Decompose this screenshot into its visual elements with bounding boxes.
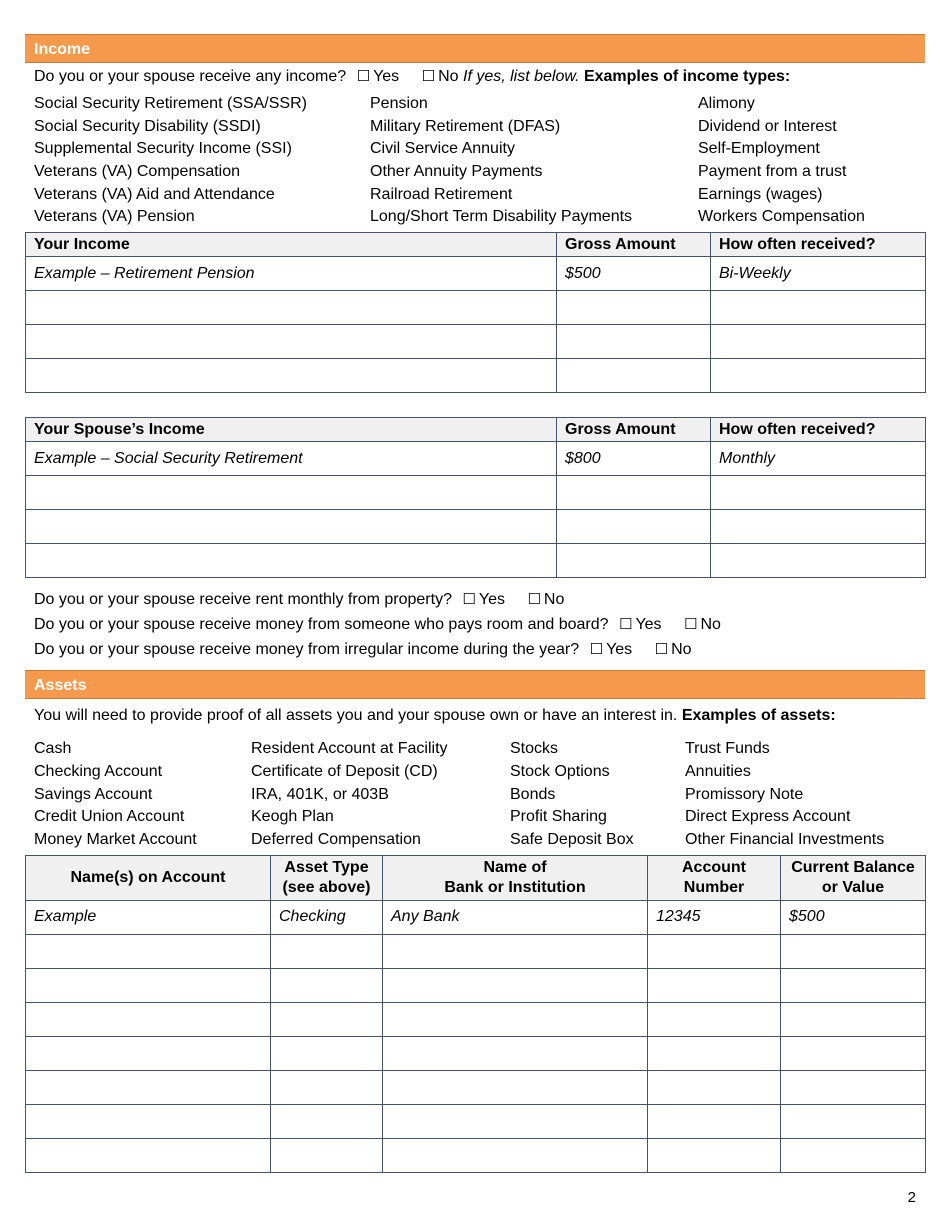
rent-no-label: No: [543, 591, 565, 609]
account-number-cell[interactable]: [648, 1002, 781, 1036]
room-board-question: Do you or your spouse receive money from someone who pays room and board?: [34, 616, 609, 634]
asset-types-col-1: [34, 738, 251, 851]
asset-type: Annuities: [685, 762, 751, 780]
table-row: [26, 934, 926, 968]
frequency-cell[interactable]: [711, 510, 926, 544]
header-text: Name(s) on Account: [70, 868, 226, 886]
income-types-list: [25, 93, 925, 229]
column-header: How often received?: [711, 418, 926, 442]
rent-yes-label: Yes: [478, 591, 505, 609]
asset-type: Resident Account at Facility: [251, 740, 448, 758]
income-type: Long/Short Term Disability Payments: [370, 208, 633, 226]
example-cell: Monthly: [711, 442, 926, 476]
asset-type: Promissory Note: [685, 785, 804, 803]
assets-section-header: Assets: [25, 670, 925, 699]
income-types-col-3: [698, 93, 865, 229]
example-cell: $800: [557, 442, 711, 476]
header-text: (see above): [282, 878, 371, 896]
asset-type: Stock Options: [510, 762, 610, 780]
rent-yes-checkbox[interactable]: ☐: [462, 590, 476, 609]
asset-type-cell[interactable]: [271, 1138, 383, 1172]
frequency-cell[interactable]: [711, 291, 926, 325]
balance-cell[interactable]: [781, 1002, 926, 1036]
example-cell: $500: [781, 900, 926, 934]
balance-cell[interactable]: [781, 934, 926, 968]
example-cell: Example – Social Security Retirement: [26, 442, 557, 476]
column-header-balance: [781, 855, 926, 900]
table-row: [26, 359, 926, 393]
income-type: Earnings (wages): [698, 185, 823, 203]
account-names-cell[interactable]: [26, 968, 271, 1002]
column-header: Your Income: [26, 233, 557, 257]
example-cell: 12345: [648, 900, 781, 934]
income-no-checkbox[interactable]: ☐: [421, 67, 436, 85]
account-number-cell[interactable]: [648, 968, 781, 1002]
account-number-cell[interactable]: [648, 1138, 781, 1172]
example-row: [26, 257, 926, 291]
asset-type: Savings Account: [34, 785, 153, 803]
room-board-question-line: [25, 612, 925, 637]
room-board-yes-label: Yes: [635, 616, 662, 634]
asset-type-cell[interactable]: [271, 1002, 383, 1036]
income-source-cell[interactable]: [26, 510, 557, 544]
asset-type: Direct Express Account: [685, 808, 851, 826]
asset-type-cell[interactable]: [271, 1104, 383, 1138]
header-text: Name of: [483, 858, 547, 876]
room-board-yes-checkbox[interactable]: ☐: [618, 615, 633, 634]
frequency-cell[interactable]: [711, 325, 926, 359]
asset-types-col-2: [251, 738, 510, 851]
account-number-cell[interactable]: [648, 1036, 781, 1070]
income-type: Military Retirement (DFAS): [370, 117, 561, 135]
institution-cell[interactable]: [383, 1036, 648, 1070]
income-if-yes-note: If yes, list below.: [463, 68, 580, 85]
irregular-yes-label: Yes: [606, 641, 633, 659]
institution-cell[interactable]: [383, 1002, 648, 1036]
gross-amount-cell[interactable]: [557, 359, 711, 393]
frequency-cell[interactable]: [711, 476, 926, 510]
irregular-no-label: No: [671, 641, 692, 659]
income-type: Civil Service Annuity: [370, 140, 515, 158]
table-row: [26, 325, 926, 359]
header-text: or Value: [821, 878, 885, 896]
example-cell: Example: [26, 900, 271, 934]
rent-no-checkbox[interactable]: ☐: [527, 590, 541, 609]
table-row: [26, 510, 926, 544]
asset-type-cell[interactable]: [271, 1036, 383, 1070]
table-row: [26, 1138, 926, 1172]
column-header-account-names: [26, 855, 271, 900]
income-type: Veterans (VA) Compensation: [34, 163, 241, 181]
gross-amount-cell[interactable]: [557, 476, 711, 510]
income-type: Veterans (VA) Pension: [34, 208, 195, 226]
income-type: Dividend or Interest: [698, 117, 837, 135]
income-yes-label: Yes: [373, 68, 400, 85]
header-text: Account: [682, 858, 746, 876]
balance-cell[interactable]: [781, 968, 926, 1002]
room-board-no-checkbox[interactable]: ☐: [684, 615, 698, 634]
column-header: Your Spouse’s Income: [26, 418, 557, 442]
example-row: [26, 442, 926, 476]
example-cell: Checking: [271, 900, 383, 934]
account-names-cell[interactable]: [26, 1138, 271, 1172]
assets-intro: You will need to provide proof of all assets you and your spouse own or have an interest in.: [34, 707, 678, 725]
column-header-account-number: [648, 855, 781, 900]
asset-type: Certificate of Deposit (CD): [251, 762, 438, 780]
table-row: [26, 1070, 926, 1104]
assets-examples-label: Examples of assets:: [681, 707, 836, 725]
account-names-cell[interactable]: [26, 1070, 271, 1104]
account-names-cell[interactable]: [26, 934, 271, 968]
income-examples-label: Examples of income types:: [583, 68, 791, 85]
balance-cell[interactable]: [781, 1104, 926, 1138]
gross-amount-cell[interactable]: [557, 510, 711, 544]
asset-type: Profit Sharing: [510, 808, 607, 826]
asset-types-col-4: [685, 738, 884, 851]
table-header-row: [26, 233, 926, 257]
table-row: [26, 968, 926, 1002]
asset-type: Checking Account: [34, 762, 163, 780]
income-type: Payment from a trust: [698, 163, 847, 181]
frequency-cell[interactable]: [711, 359, 926, 393]
column-header: How often received?: [711, 233, 926, 257]
table-row: [26, 291, 926, 325]
income-question-line: [25, 64, 925, 89]
irregular-no-checkbox[interactable]: ☐: [654, 640, 669, 659]
table-row: [26, 476, 926, 510]
gross-amount-cell[interactable]: [557, 325, 711, 359]
gross-amount-cell[interactable]: [557, 291, 711, 325]
table-row: [26, 1036, 926, 1070]
asset-type-cell[interactable]: [271, 968, 383, 1002]
asset-type: Deferred Compensation: [251, 830, 421, 848]
form-page: [25, 34, 925, 1173]
account-number-cell[interactable]: [648, 1104, 781, 1138]
page-number: 2: [907, 1189, 916, 1206]
example-cell: $500: [557, 257, 711, 291]
table-row: [26, 1002, 926, 1036]
income-type: Supplemental Security Income (SSI): [34, 140, 292, 158]
spouse-income-table: [25, 417, 926, 578]
income-type: Veterans (VA) Aid and Attendance: [34, 185, 275, 203]
asset-type: Bonds: [510, 785, 556, 803]
example-cell: Bi-Weekly: [711, 257, 926, 291]
room-board-no-label: No: [700, 616, 721, 634]
asset-type: Money Market Account: [34, 830, 197, 848]
income-type: Workers Compensation: [698, 208, 865, 226]
income-type: Railroad Retirement: [370, 185, 513, 203]
your-income-table: [25, 232, 926, 393]
account-names-cell[interactable]: [26, 1104, 271, 1138]
income-type: Alimony: [698, 95, 755, 112]
asset-type: IRA, 401K, or 403B: [251, 785, 389, 803]
income-types-col-1: [34, 93, 370, 229]
income-type: Social Security Disability (SSDI): [34, 117, 261, 135]
asset-type-cell[interactable]: [271, 934, 383, 968]
institution-cell[interactable]: [383, 968, 648, 1002]
table-header-row: [26, 418, 926, 442]
institution-cell[interactable]: [383, 1138, 648, 1172]
asset-type: Trust Funds: [685, 740, 770, 758]
asset-type: Stocks: [510, 740, 559, 758]
irregular-income-question-line: [25, 637, 925, 662]
income-section-header: Income: [25, 34, 925, 63]
account-number-cell[interactable]: [648, 1070, 781, 1104]
balance-cell[interactable]: [781, 1070, 926, 1104]
irregular-income-question: Do you or your spouse receive money from irregular income during the year?: [34, 641, 580, 659]
rent-question: Do you or your spouse receive rent monthly from property?: [34, 591, 452, 609]
income-source-cell[interactable]: [26, 325, 557, 359]
example-cell: Example – Retirement Pension: [26, 257, 557, 291]
income-type: Social Security Retirement (SSA/SSR): [34, 95, 307, 112]
account-names-cell[interactable]: [26, 1036, 271, 1070]
header-text: Number: [683, 878, 745, 896]
asset-type: Cash: [34, 740, 72, 758]
income-questions: [25, 587, 925, 662]
irregular-yes-checkbox[interactable]: ☐: [589, 640, 604, 659]
institution-cell[interactable]: [383, 1070, 648, 1104]
assets-table: [25, 855, 926, 1173]
income-no-label: No: [438, 68, 459, 85]
table-row: [26, 544, 926, 578]
column-header-asset-type: [271, 855, 383, 900]
income-type: Other Annuity Payments: [370, 163, 543, 181]
column-header: Gross Amount: [557, 233, 711, 257]
income-source-cell[interactable]: [26, 291, 557, 325]
gross-amount-cell[interactable]: [557, 544, 711, 578]
frequency-cell[interactable]: [711, 544, 926, 578]
asset-type: Keogh Plan: [251, 808, 334, 826]
income-source-cell[interactable]: [26, 544, 557, 578]
asset-types-list: [25, 738, 925, 851]
balance-cell[interactable]: [781, 1036, 926, 1070]
header-text: Current Balance: [791, 858, 915, 876]
header-text: Asset Type: [284, 858, 369, 876]
header-text: Bank or Institution: [444, 878, 586, 896]
income-yes-checkbox[interactable]: ☐: [356, 67, 371, 85]
example-row: [26, 900, 926, 934]
column-header: Gross Amount: [557, 418, 711, 442]
income-types-col-2: [370, 93, 698, 229]
institution-cell[interactable]: [383, 934, 648, 968]
assets-intro-line: [25, 703, 925, 728]
income-question: Do you or your spouse receive any income?: [34, 68, 347, 85]
rent-question-line: [25, 587, 925, 612]
income-source-cell[interactable]: [26, 359, 557, 393]
income-source-cell[interactable]: [26, 476, 557, 510]
asset-type-cell[interactable]: [271, 1070, 383, 1104]
table-row: [26, 1104, 926, 1138]
income-type: Self-Employment: [698, 140, 820, 158]
asset-type: Safe Deposit Box: [510, 830, 634, 848]
account-number-cell[interactable]: [648, 934, 781, 968]
balance-cell[interactable]: [781, 1138, 926, 1172]
asset-types-col-3: [510, 738, 685, 851]
example-cell: Any Bank: [383, 900, 648, 934]
income-type: Pension: [370, 95, 428, 112]
account-names-cell[interactable]: [26, 1002, 271, 1036]
asset-type: Other Financial Investments: [685, 830, 885, 848]
institution-cell[interactable]: [383, 1104, 648, 1138]
column-header-institution: [383, 855, 648, 900]
asset-type: Credit Union Account: [34, 808, 185, 826]
table-header-row: [26, 855, 926, 900]
